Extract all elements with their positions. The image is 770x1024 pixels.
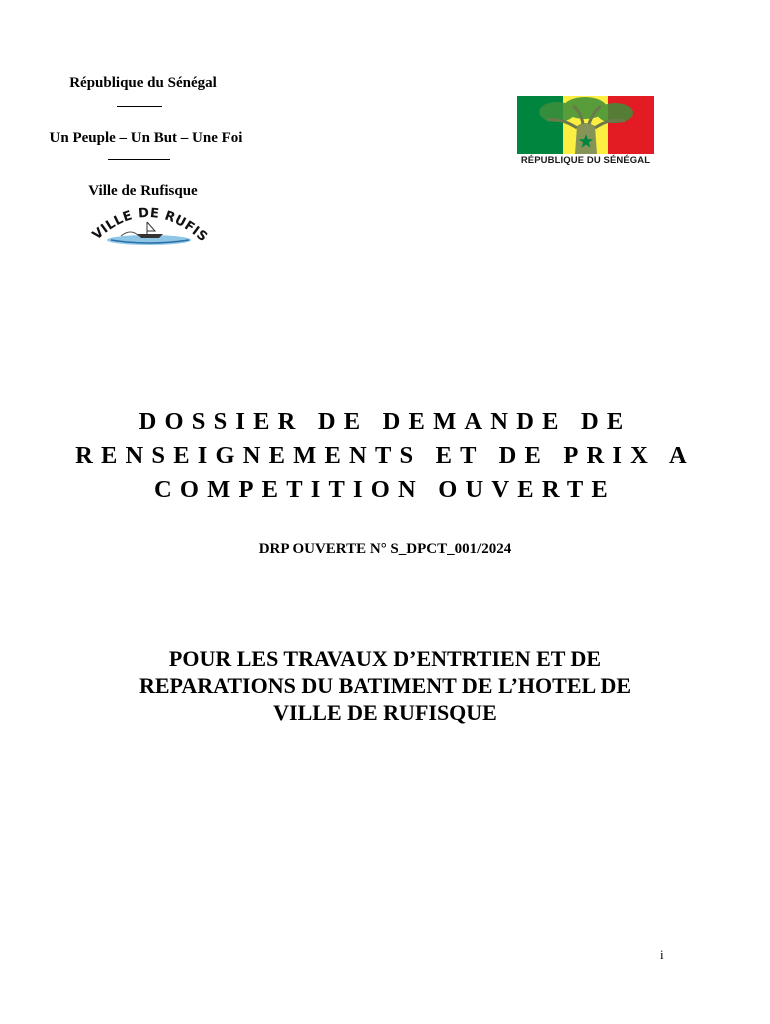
svg-text:VILLE DE RUFISQUE: VILLE DE RUFIS	[89, 205, 210, 246]
city-emblem-icon	[85, 198, 210, 250]
header-divider	[108, 159, 170, 160]
title-line: RENSEIGNEMENTS ET DE PRIX A	[75, 442, 695, 469]
city-name: Ville de Rufisque	[88, 183, 198, 199]
country-name: République du Sénégal	[69, 75, 217, 91]
reference-number: DRP OUVERTE N° S_DPCT_001/2024	[258, 541, 512, 557]
document-subject	[80, 645, 690, 726]
subject-line: REPARATIONS DU BATIMENT DE L’HOTEL DE	[138, 673, 632, 698]
subject-line: POUR LES TRAVAUX D’ENTRTIEN ET DE	[168, 646, 602, 671]
header-divider	[117, 106, 162, 107]
title-line: DOSSIER DE DEMANDE DE	[138, 408, 632, 435]
flag-caption: RÉPUBLIQUE DU SÉNÉGAL	[520, 155, 651, 166]
title-line: COMPETITION OUVERTE	[154, 476, 616, 503]
national-motto: Un Peuple – Un But – Une Foi	[49, 130, 243, 146]
baobab-flag-emblem-icon	[517, 96, 654, 154]
document-title	[60, 405, 710, 507]
page-number: i	[660, 947, 664, 962]
subject-line: VILLE DE RUFISQUE	[273, 700, 497, 725]
